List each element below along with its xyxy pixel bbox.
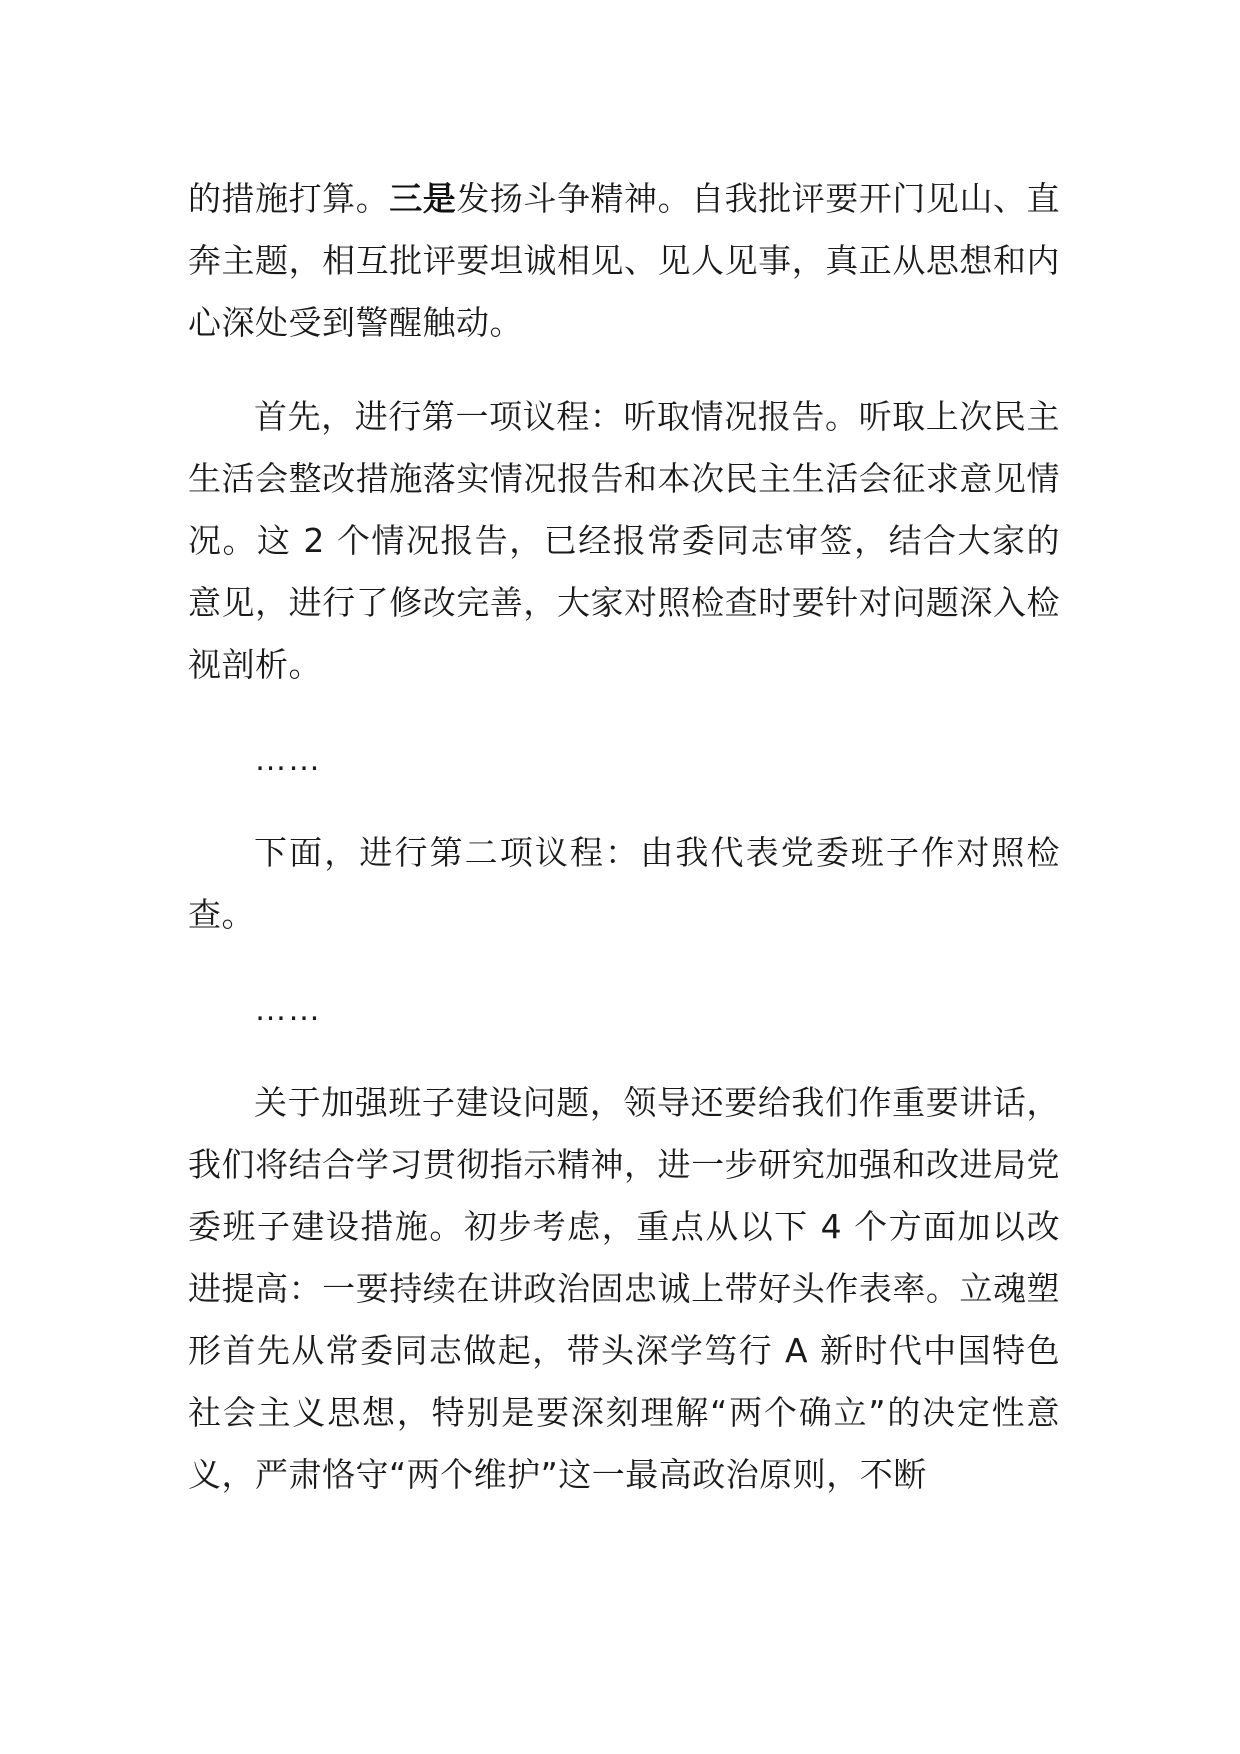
paragraph-first-agenda: 首先，进行第一项议程：听取情况报告。听取上次民主生活会整改措施落实情况报告和本次民主生活会征求意见情况。这 2 个情况报告，已经报常委同志审签，结合大家的意见，进行了修改完善，大家对照检查时要针对问题深入检视剖析。: [188, 397, 1060, 684]
paragraph-rest-text: 发扬斗争精神。自我批评要开门见山、直奔主题，相互批评要坦诚相见、见人见事，真正从思想和内心深处受到警醒触动。: [188, 179, 1061, 342]
document-body: [188, 168, 1060, 1538]
paragraph-continued: [188, 168, 1060, 354]
ellipsis-marker: ……: [254, 740, 321, 777]
paragraph-second-agenda: 下面，进行第二项议程：由我代表党委班子作对照检查。: [188, 833, 1060, 934]
paragraph-lead-text: 的措施打算。: [188, 179, 390, 218]
paragraph-team-building: 关于加强班子建设问题，领导还要给我们作重要讲话，我们将结合学习贯彻指示精神，进一步研究加强和改进局党委班子建设措施。初步考虑，重点从以下 4 个方面加以改进提高：一要持续在讲政治固忠诚上带好头作表率。立魂塑形首先从常委同志做起，带头深学笃行 A 新时代中国特色社会主义思想，特别是要深刻理解“两个确立”的决定性意义，严肃恪守“两个维护”这一最高政治原则，不断: [188, 1083, 1060, 1494]
bold-emphasis: 三是: [389, 179, 457, 218]
ellipsis-marker: ……: [254, 990, 321, 1027]
